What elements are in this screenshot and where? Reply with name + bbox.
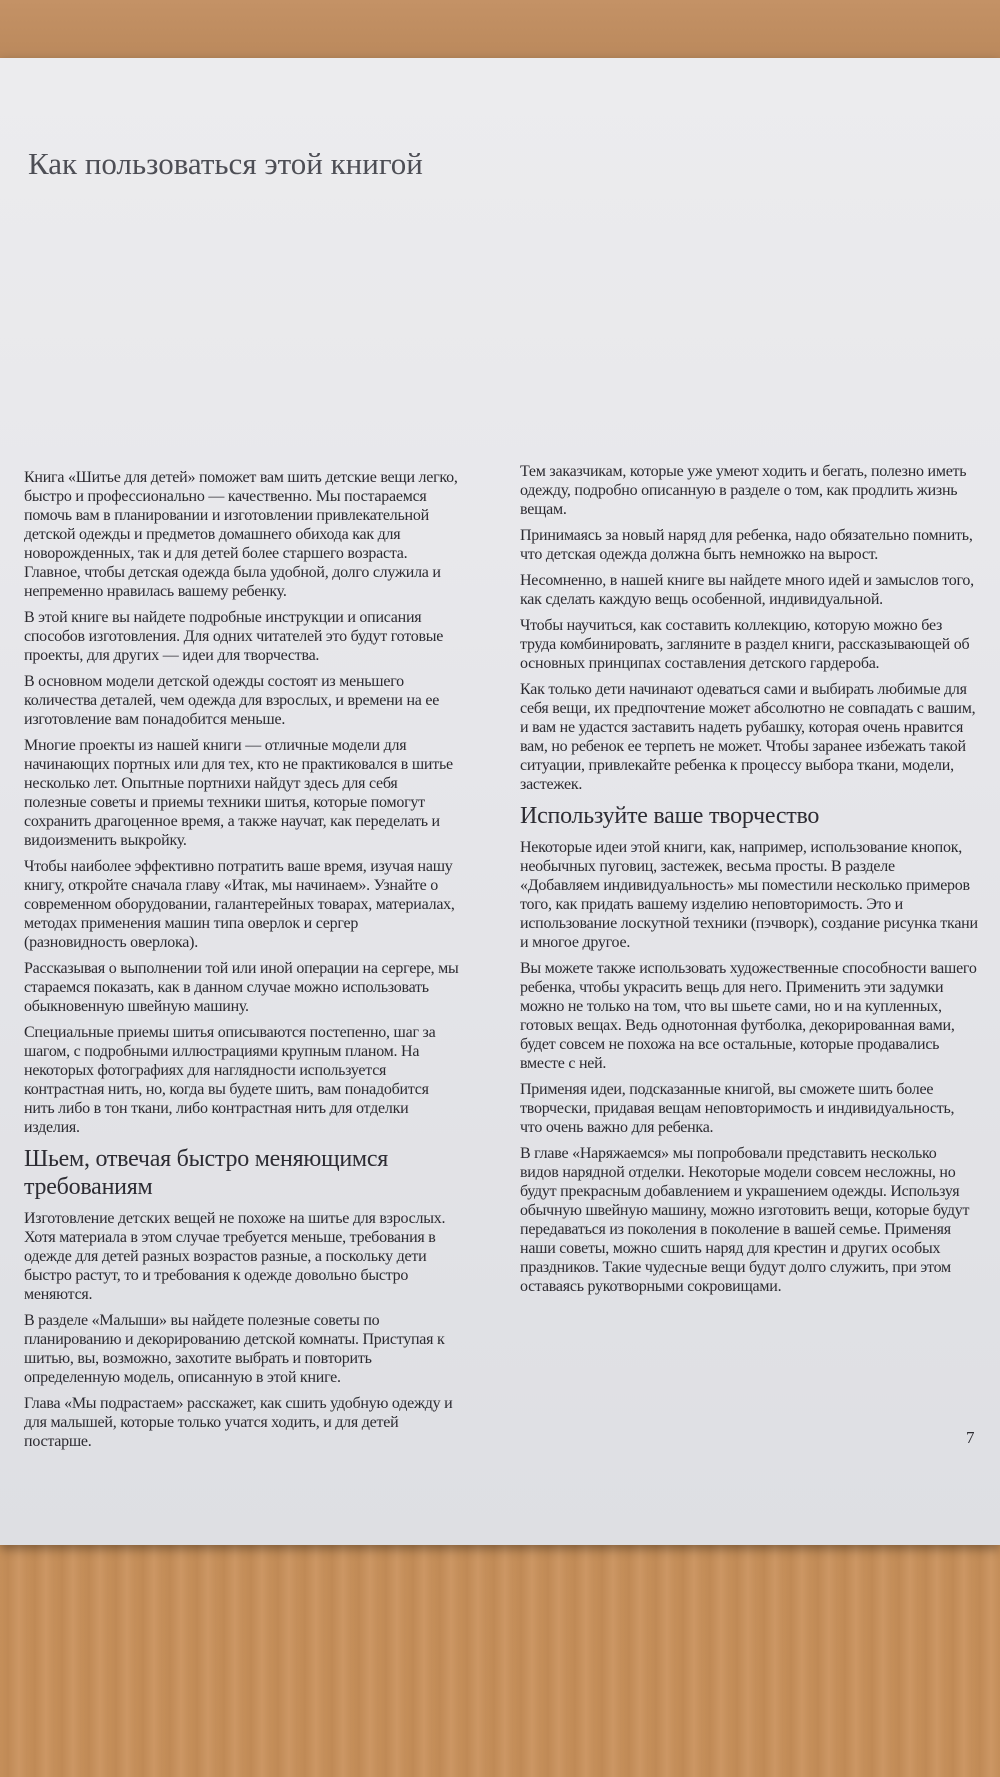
- paragraph: В этой книге вы найдете подробные инструкции и описания способов изготовления. Для одних читателей это будут готовые проекты, для других — идеи для творчества.: [24, 609, 444, 664]
- right-column: [520, 462, 978, 1303]
- section-heading: Используйте ваше творчество: [520, 803, 820, 829]
- paragraph: Изготовление детских вещей не похоже на шитье для взрослых. Хотя материала в этом случае требуется меньше, требования в одежде для детей разных возрастов разные, а поскольку дети быстро растут, то и требования к одежде довольно быстро меняются.: [24, 1210, 446, 1303]
- left-column: [24, 468, 462, 1458]
- paragraph: Специальные приемы шитья описываются постепенно, шаг за шагом, с подробными иллюстрациями крупным планом. На некоторых фотографиях для наглядности используется контрастная нить, но, когда вы будете шить, вам понадобится нить либо в тон ткани, либо контрастная нить для отделки изделия.: [24, 1024, 436, 1136]
- paragraph: Вы можете также использовать художественные способности вашего ребенка, чтобы украсить вещь для него. Применить эти задумки можно не только на том, что вы шьете сами, но и на купленных, готовых вещах. Ведь однотонная футболка, декорированная вами, будет совсем не похожа на все остальные, которые продавались вместе с ней.: [520, 960, 977, 1072]
- paragraph: Некоторые идеи этой книги, как, например, использование кнопок, необычных пуговиц, застежек, весьма просты. В разделе «Добавляем индивидуальность» мы поместили несколько примеров того, как придать вашему изделию неповторимость. Это и использование лоскутной техники (пэчворк), создание рисунка ткани и многое другое.: [520, 839, 978, 951]
- paragraph: В разделе «Малыши» вы найдете полезные советы по планированию и декорированию детской комнаты. Приступая к шитью, вы, возможно, захотите выбрать и повторить определенную модель, описанную в этой книге.: [24, 1312, 445, 1386]
- page-title: Как пользоваться этой книгой: [28, 146, 423, 181]
- paragraph: Как только дети начинают одеваться сами и выбирать любимые для себя вещи, их предпочтение может абсолютно не совпадать с вашим, и вам не удастся заставить надеть рубашку, которая очень нравится вам, но ребенок ее терпеть не может. Чтобы заранее избежать такой ситуации, привлекайте ребенка к процессу выбора ткани, модели, застежек.: [520, 681, 976, 793]
- paragraph: Тем заказчикам, которые уже умеют ходить и бегать, полезно иметь одежду, подробно описанную в разделе о том, как продлить жизнь вещам.: [520, 463, 967, 518]
- paragraph: Рассказывая о выполнении той или иной операции на сергере, мы стараемся показать, как в данном случае можно использовать обыкновенную швейную машину.: [24, 960, 459, 1015]
- paragraph: В основном модели детской одежды состоят из меньшего количества деталей, чем одежда для взрослых, и времени на ее изготовление вам понадобится меньше.: [24, 673, 440, 728]
- paragraph: Несомненно, в нашей книге вы найдете много идей и замыслов того, как сделать каждую вещь особенной, индивидуальной.: [520, 572, 974, 608]
- paragraph: Чтобы научиться, как составить коллекцию, которую можно без труда комбинировать, загляните в раздел книги, рассказывающей об основных принципах составления детского гардероба.: [520, 617, 970, 672]
- paragraph: В главе «Наряжаемся» мы попробовали представить несколько видов нарядной отделки. Некоторые модели совсем несложны, но будут прекрасным добавлением и украшением одежды. Используя обычную швейную машину, можно изготовить вещи, которые будут передаваться из поколения в поколение в вашей семье. Применяя наши советы, можно сшить наряд для крестин и других особых праздников. Такие чудесные вещи будут долго служить, при этом оставаясь рукотворными сокровищами.: [520, 1145, 970, 1295]
- book-page: [0, 58, 1000, 1545]
- wooden-table-bottom: [0, 1545, 1000, 1777]
- paragraph: Многие проекты из нашей книги — отличные модели для начинающих портных или для тех, кто не практиковался в шитье несколько лет. Опытные портнихи найдут здесь для себя полезные советы и приемы техники шитья, которые помогут сохранить драгоценное время, а также научат, как переделать и видоизменить выкройку.: [24, 737, 453, 849]
- paragraph: Книга «Шитье для детей» поможет вам шить детские вещи легко, быстро и профессионально — качественно. Мы постараемся помочь вам в планировании и изготовлении привлекательной детской одежды и предметов домашнего обихода как для новорожденных, так и для детей более старшего возраста. Главное, чтобы детская одежда была удобной, долго служила и непременно нравилась вашему ребенку.: [24, 469, 458, 600]
- paragraph: Принимаясь за новый наряд для ребенка, надо обязательно помнить, что детская одежда должна быть немножко на вырост.: [520, 527, 973, 563]
- paragraph: Применяя идеи, подсказанные книгой, вы сможете шить более творчески, придавая вещам неповторимость и индивидуальность, что очень важно для ребенка.: [520, 1081, 955, 1136]
- section-heading: Шьем, отвечая быстро меняющимся требованиям: [24, 1146, 389, 1200]
- paragraph: Глава «Мы подрастаем» расскажет, как сшить удобную одежду и для малышей, которые только учатся ходить, и для детей постарше.: [24, 1395, 453, 1450]
- paragraph: Чтобы наиболее эффективно потратить ваше время, изучая нашу книгу, откройте сначала главу «Итак, мы начинаем». Узнайте о современном оборудовании, галантерейных товарах, материалах, методах применения машин типа оверлок и сергер (разновидность оверлока).: [24, 858, 455, 951]
- page-number: 7: [966, 1428, 975, 1447]
- section-body: [24, 1209, 462, 1451]
